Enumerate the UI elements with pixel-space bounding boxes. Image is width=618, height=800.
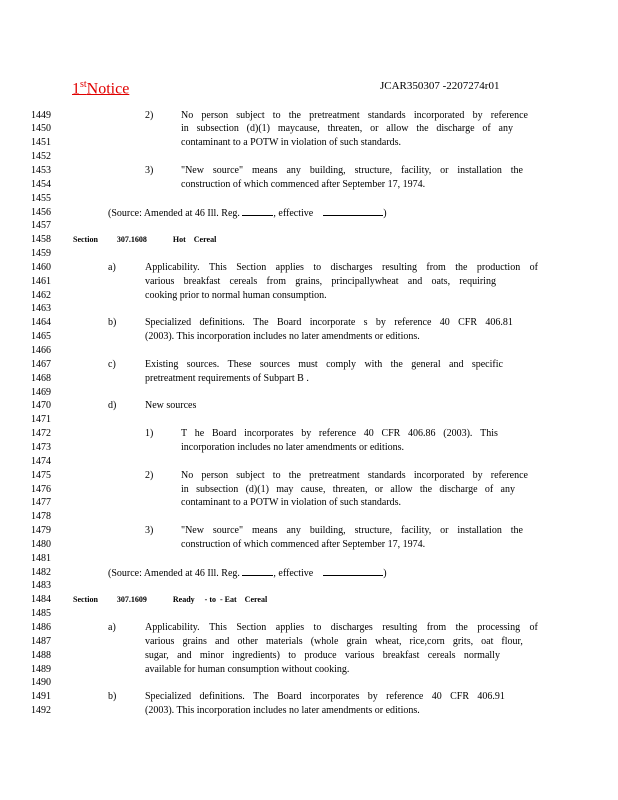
register-page-blank [242,567,273,576]
item-marker: b) [108,691,117,703]
line-number: 1478 [31,511,51,523]
source-close: ) [383,567,387,579]
paragraph-line: various breakfast cereals from grains, principallywheat and oats, requiring [145,275,496,287]
paragraph-line: New sources [145,400,197,412]
line-number: 1480 [31,538,51,550]
section-heading [73,594,267,605]
source-prefix: (Source: Amended at 46 Ill. Reg. [108,567,240,579]
line-number: 1481 [31,552,51,564]
paragraph-line: sugar, and minor ingredients) to produce various breakfast cereals normally [145,649,500,661]
line-number: 1463 [31,303,51,315]
paragraph-line: contaminant to a POTW in violation of such standards. [181,137,402,149]
notice-text: Notice [86,80,130,98]
paragraph-line: Specialized definitions. The Board incorporate s by reference 40 CFR 406.81 [145,317,513,329]
source-note [108,207,387,219]
source-effective: , effective [273,207,314,219]
paragraph-line: "New source" means any building, structure, facility, or installation the [181,164,523,176]
item-marker: 1) [145,428,154,440]
section-title: Hot Cereal [172,235,217,245]
line-number: 1479 [31,525,51,536]
effective-date-blank [323,567,383,576]
line-number: 1471 [31,414,51,426]
line-number: 1467 [31,358,51,370]
section-heading [73,234,216,245]
section-word: Section [73,235,98,245]
line-number: 1474 [31,455,51,467]
paragraph-line: incorporation includes no later amendments or editions. [181,441,404,453]
item-marker: d) [108,400,117,412]
line-number: 1464 [31,317,51,329]
line-number: 1485 [31,608,51,620]
paragraph-line: cooking prior to normal human consumption. [145,289,327,301]
line-number: 1486 [31,622,51,633]
paragraph-line: construction of which commenced after September 17, 1974. [181,538,426,550]
register-page-blank [242,207,273,216]
item-marker: 2) [145,109,154,121]
line-number: 1492 [31,705,51,717]
section-number: 307.1609 [116,595,147,605]
source-effective: , effective [273,567,314,579]
section-title: Ready - to - Eat Cereal [172,595,268,605]
line-number: 1477 [31,497,51,509]
line-number: 1454 [31,178,51,190]
paragraph-line: various grains and other materials (whole grain wheat, rice,corn grits, oat flour, [145,635,523,647]
line-number: 1457 [31,220,51,232]
item-marker: 3) [145,164,154,176]
line-number: 1453 [31,164,51,176]
line-number: 1468 [31,372,51,384]
notice-number: 1 [72,80,80,98]
line-number: 1484 [31,594,51,606]
paragraph-line: T he Board incorporates by reference 40 CFR 406.86 (2003). This [181,428,498,440]
effective-date-blank [323,207,383,216]
paragraph-line: construction of which commenced after September 17, 1974. [181,178,426,190]
line-number: 1455 [31,192,51,204]
paragraph-line: No person subject to the pretreatment standards incorporated by reference [181,109,528,121]
paragraph-line: in subsection (d)(1) may cause, threaten, or allow the discharge of any [181,483,515,495]
line-number: 1490 [31,677,51,689]
line-number: 1456 [31,206,51,218]
line-number: 1482 [31,566,51,578]
line-number: 1488 [31,649,51,661]
paragraph-line: Applicability. This Section applies to discharges resulting from the processing of [145,622,538,633]
line-number: 1459 [31,248,51,259]
paragraph-line: (2003). This incorporation includes no later amendments or editions. [145,705,420,717]
line-number: 1466 [31,345,51,356]
line-number: 1449 [31,109,51,121]
item-marker: 2) [145,469,154,481]
paragraph-line: in subsection (d)(1) maycause, threaten, or allow the discharge of any [181,123,513,135]
line-number: 1491 [31,691,51,703]
line-number: 1461 [31,275,51,287]
section-word: Section [73,595,98,605]
source-note [108,567,387,579]
line-number: 1470 [31,400,51,412]
line-number: 1451 [31,137,51,149]
line-number: 1473 [31,441,51,453]
line-number: 1476 [31,483,51,495]
paragraph-line: Specialized definitions. The Board incorporates by reference 40 CFR 406.91 [145,691,505,703]
line-number: 1458 [31,234,51,246]
line-number: 1469 [31,386,51,398]
paragraph-line: Applicability. This Section applies to discharges resulting from the production of [145,261,538,273]
item-marker: b) [108,317,117,329]
paragraph-line: contaminant to a POTW in violation of such standards. [181,497,402,509]
paragraph-line: (2003). This incorporation includes no later amendments or editions. [145,331,420,343]
paragraph-line: No person subject to the pretreatment standards incorporated by reference [181,469,528,481]
notice-label [72,76,143,98]
line-number: 1460 [31,261,51,273]
line-number: 1462 [31,289,51,301]
item-marker: c) [108,358,116,370]
line-number: 1487 [31,635,51,647]
item-marker: a) [108,622,116,633]
document-code: JCAR350307 -2207274r01 [380,80,500,92]
paragraph-line: pretreatment requirements of Subpart B . [145,372,309,384]
item-marker: a) [108,261,116,273]
paragraph-line: Existing sources. These sources must comply with the general and specific [145,358,503,370]
paragraph-line: "New source" means any building, structure, facility, or installation the [181,525,523,536]
source-close: ) [383,207,387,219]
line-number: 1489 [31,663,51,675]
line-number: 1475 [31,469,51,481]
notice-superscript: st [80,79,87,90]
line-number: 1483 [31,580,51,592]
source-prefix: (Source: Amended at 46 Ill. Reg. [108,207,240,219]
section-number: 307.1608 [116,235,147,245]
line-number: 1472 [31,428,51,440]
line-number: 1452 [31,151,51,163]
line-number: 1465 [31,331,51,343]
line-number: 1450 [31,123,51,135]
paragraph-line: available for human consumption without cooking. [145,663,350,675]
item-marker: 3) [145,525,154,536]
